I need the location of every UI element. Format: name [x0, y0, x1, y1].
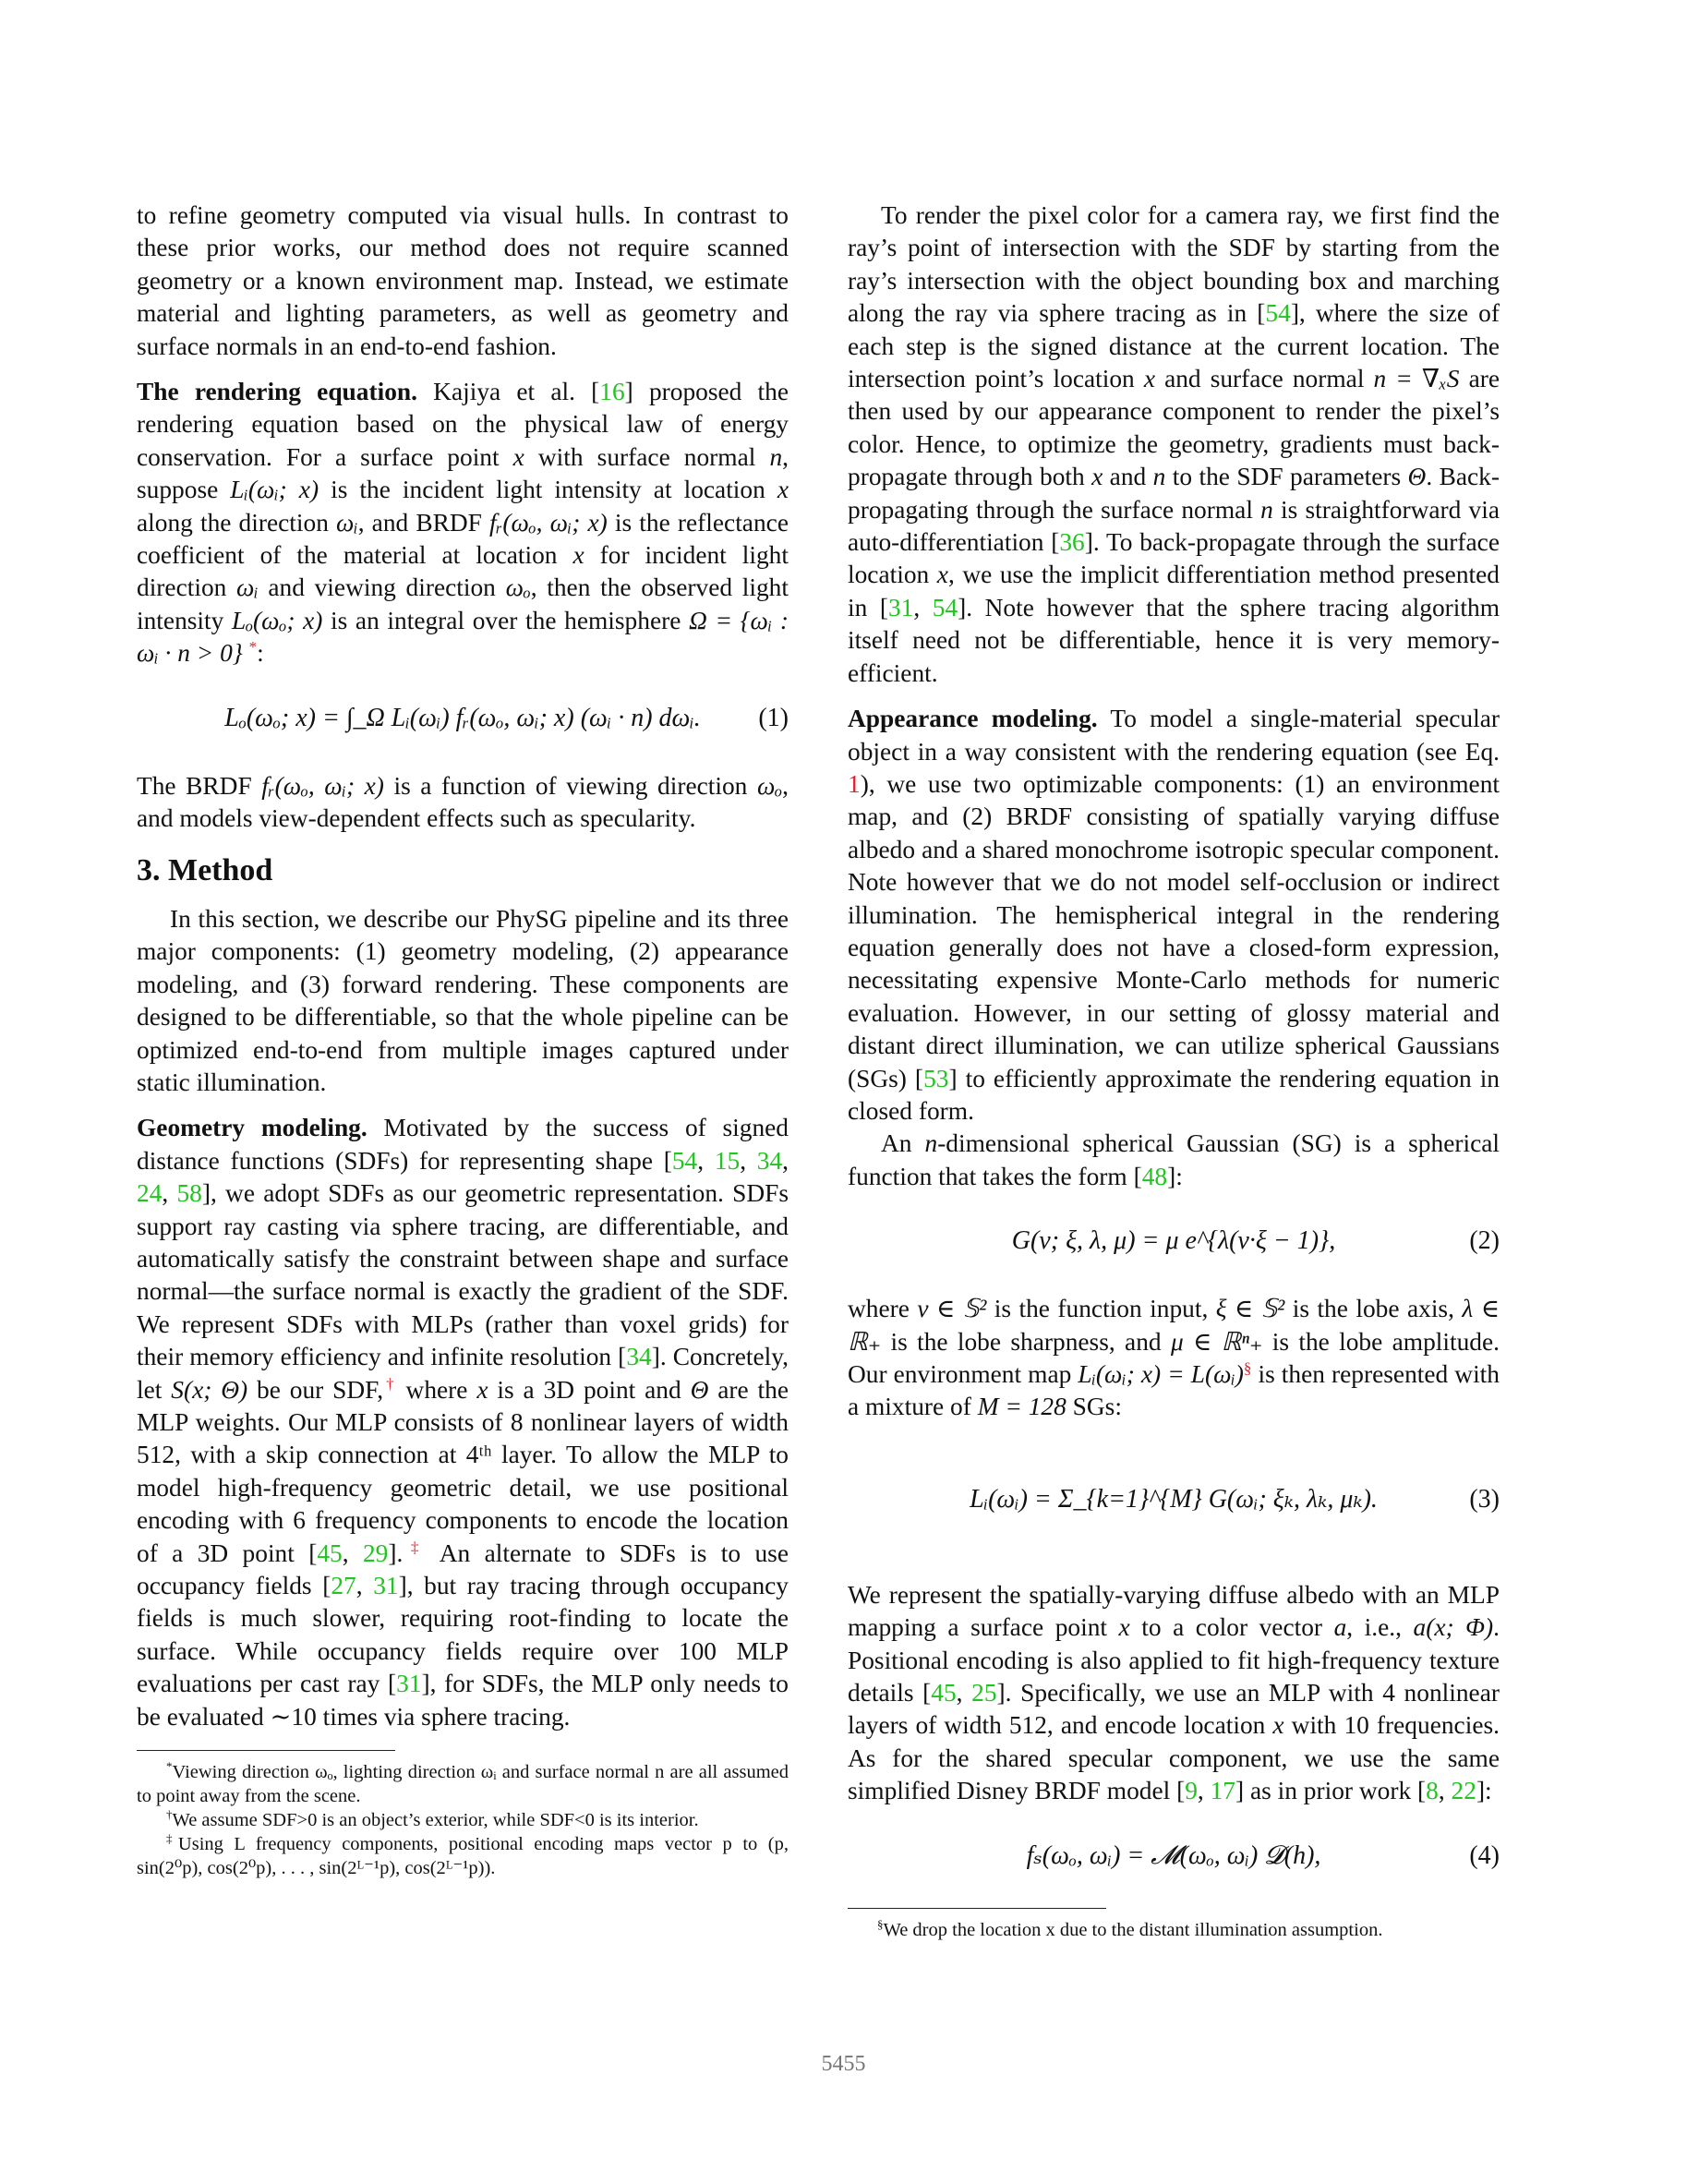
text-run: Kajiya et al. [ — [417, 378, 600, 406]
footnote-marker[interactable]: * — [248, 638, 258, 657]
text-run — [243, 639, 249, 667]
text-run: ], for SDFs, the MLP only needs to be evaluated ∼10 times via sphere tracing. — [137, 1670, 789, 1731]
text-run: , i.e., — [1346, 1613, 1414, 1642]
footnote-mark: ‡ — [166, 1831, 178, 1846]
inline-math: n — [769, 442, 783, 471]
inline-math: a — [1333, 1613, 1347, 1642]
text-run: ]. Concretely, let — [137, 1343, 789, 1404]
section-heading: 3. Method — [137, 852, 273, 887]
footnote-text: Viewing direction ωₒ, lighting direction ωᵢ and surface normal n are all assumed to point away from the scene. — [137, 1762, 789, 1807]
equation-body: fₛ(ωₒ, ωᵢ) = 𝓜(ωₒ, ωᵢ) 𝓓(h), — [1026, 1840, 1321, 1870]
inline-math: n — [1152, 463, 1166, 491]
paragraph-p-brdf — [137, 770, 789, 836]
paragraph-p-method-intro — [137, 903, 789, 1099]
inline-math: μ ∈ ℝⁿ₊ — [1170, 1327, 1263, 1356]
text-run: ] proposed the rendering equation based on the physical law of energy conservation. For a surface point — [137, 378, 789, 471]
text-run: is a function of viewing direction — [383, 771, 757, 800]
text-run: along the direction — [137, 508, 337, 537]
equation-body: Lₒ(ωₒ; x) = ∫_Ω Lᵢ(ωᵢ) fᵣ(ωₒ, ωᵢ; x) (ωᵢ · n) dωᵢ. — [224, 703, 701, 732]
citation-link[interactable]: 31 — [887, 593, 914, 621]
text-run: , suppose — [137, 442, 789, 504]
text-run: Motivated by the success of signed distance functions (SDFs) for representing shape [ — [137, 1114, 789, 1175]
text-run: : — [257, 639, 264, 668]
inline-math: Ω = {ωᵢ : ωᵢ · n > 0} — [137, 606, 789, 668]
inline-math: ωᵢ — [336, 508, 358, 537]
citation-link[interactable]: 34 — [626, 1343, 652, 1371]
text-run: to a color vector — [1129, 1613, 1334, 1642]
citation-link[interactable]: 48 — [1141, 1162, 1168, 1190]
paragraph-heading: Geometry modeling. — [137, 1114, 368, 1142]
citation-link[interactable]: 53 — [923, 1064, 949, 1092]
footnote-mark: † — [166, 1807, 173, 1822]
footnote-fn-star — [137, 1760, 789, 1808]
inline-math: ξ ∈ 𝕊² — [1215, 1295, 1285, 1323]
text-run: to the SDF parameters — [1165, 463, 1408, 491]
inline-math: n = ∇ₓS — [1373, 365, 1460, 393]
citation-link[interactable]: 31 — [373, 1572, 399, 1600]
text-run: is the lobe amplitude. Our environment map — [848, 1327, 1500, 1388]
equation-number: (4) — [1469, 1840, 1500, 1870]
text-run: and surface normal — [1155, 365, 1374, 393]
paragraph-heading: Appearance modeling. — [848, 705, 1098, 733]
inline-math: ν ∈ 𝕊² — [917, 1295, 987, 1323]
paragraph-p-sg-params — [848, 1293, 1500, 1424]
paragraph-p-render-pixel — [848, 199, 1500, 690]
citation-link[interactable]: 15 — [714, 1146, 741, 1175]
text-run: An alternate to SDFs is to use occupancy fields [ — [137, 1538, 789, 1600]
text-run: ]: — [1476, 1777, 1492, 1805]
inline-math: M = 128 — [977, 1393, 1066, 1421]
text-run: , — [355, 1572, 374, 1600]
text-run: is a 3D point and — [488, 1375, 691, 1404]
citation-link[interactable]: 8 — [1426, 1777, 1439, 1805]
footnote-divider — [137, 1750, 395, 1751]
inline-math: x — [572, 541, 584, 570]
equation-number: (3) — [1469, 1485, 1500, 1514]
inline-math: ωₒ — [505, 573, 531, 602]
inline-math: ωᵢ — [236, 573, 259, 602]
equation-body: Lᵢ(ωᵢ) = Σ_{k=1}^{M} G(ωᵢ; ξₖ, λₖ, μₖ). — [970, 1485, 1378, 1514]
text-run: -dimensional spherical Gaussian (SG) is a spherical function that takes the form [ — [848, 1129, 1500, 1190]
text-run: are the MLP weights. Our MLP consists of 8 nonlinear layers of width 512, with a skip connection at 4ᵗʰ layer. To allow the MLP to model high-frequency geometric detail, we use positional encoding with 6 frequency components to encode the location of a 3D point [ — [137, 1375, 789, 1567]
equation-number: (1) — [758, 703, 789, 732]
paragraph-p-sg-def — [848, 1128, 1500, 1193]
citation-link[interactable]: 27 — [331, 1572, 356, 1600]
footnote-text: We assume SDF>0 is an object’s exterior, while SDF<0 is its interior. — [172, 1810, 699, 1831]
inline-math: x — [1091, 463, 1103, 491]
equation-reference-link[interactable]: 1 — [848, 769, 861, 798]
footnote-fn-ddagger — [137, 1832, 789, 1880]
inline-math: Lᵢ(ωᵢ; x) = L(ωᵢ) — [1078, 1360, 1244, 1388]
citation-link[interactable]: 17 — [1210, 1777, 1235, 1805]
equation-eq-1 — [137, 691, 789, 746]
equation-body: G(ν; ξ, λ, μ) = μ e^{λ(ν·ξ − 1)}, — [1011, 1226, 1336, 1256]
inline-math: x — [1143, 365, 1155, 393]
text-run: , and models view-dependent effects such as specularity. — [137, 771, 789, 833]
citation-link[interactable]: 58 — [176, 1179, 202, 1208]
inline-math: λ ∈ ℝ₊ — [848, 1295, 1500, 1356]
text-run: is then represented with a mixture of — [848, 1360, 1500, 1421]
footnote-divider — [848, 1908, 1106, 1909]
text-run: , and BRDF — [357, 508, 489, 537]
footnote-marker[interactable]: ‡ — [403, 1538, 427, 1556]
paragraph-heading: The rendering equation. — [137, 378, 417, 406]
citation-link[interactable]: 29 — [362, 1538, 389, 1567]
inline-math: Lₒ(ωₒ; x) — [231, 606, 323, 634]
inline-math: n — [1260, 495, 1273, 524]
citation-link[interactable]: 25 — [971, 1679, 997, 1707]
text-run: , we use the implicit differentiation method presented in [ — [848, 561, 1500, 621]
text-run: , — [740, 1146, 757, 1175]
page-number: 5455 — [821, 2052, 866, 2076]
citation-link[interactable]: 45 — [317, 1538, 343, 1567]
text-run: , — [1438, 1777, 1452, 1805]
citation-link[interactable]: 31 — [396, 1670, 422, 1698]
text-run: , — [697, 1146, 715, 1175]
paragraph-p-geometry — [137, 1112, 789, 1733]
text-run: The BRDF — [137, 771, 262, 800]
text-run: is straightforward via auto-differentiation [ — [848, 495, 1500, 557]
text-run: where — [848, 1295, 918, 1323]
paragraph-p-albedo — [848, 1579, 1500, 1808]
text-run: , — [913, 593, 933, 621]
equation-number: (2) — [1469, 1226, 1500, 1256]
footnote-text: We drop the location x due to the distant illumination assumption. — [883, 1919, 1383, 1940]
text-run: ]. Specifically, we use an MLP with 4 nonlinear layers of width 512, and encode location — [848, 1679, 1500, 1740]
text-run: , — [956, 1679, 972, 1707]
text-run: ], we adopt SDFs as our geometric representation. SDFs support ray casting via sphere tracing, are differentiable, and automatically satisfy the constraint between shape and surface normal—the surface normal is exactly the gradient of the SDF. We represent SDFs with MLPs (rather than voxel grids) for their memory efficiency and infinite resolution [ — [137, 1179, 789, 1371]
inline-math: x — [1118, 1613, 1130, 1642]
footnote-fn-dagger — [137, 1808, 789, 1832]
citation-link[interactable]: 54 — [671, 1146, 698, 1175]
inline-math: x — [512, 442, 524, 471]
text-run: and viewing direction — [258, 573, 506, 602]
right-column — [848, 199, 1500, 1942]
text-run: with surface normal — [524, 442, 770, 471]
footnote-mark: § — [877, 1916, 884, 1931]
text-run: To model a single-material specular object in a way consistent with the rendering equation (see Eq. — [848, 705, 1500, 766]
inline-math: Θ — [690, 1375, 709, 1404]
citation-link[interactable]: 54 — [1265, 299, 1291, 328]
text-run: is the incident light intensity at location — [319, 476, 777, 504]
citation-link[interactable]: 36 — [1059, 528, 1085, 557]
text-run: are then used by our appearance component to render the pixel’s color. Hence, to optimize the geometry, gradients must back-propagate through both — [848, 365, 1500, 491]
text-run: To render the pixel color for a camera ray, we first find the ray’s point of intersection with the SDF by starting from the ray’s intersection with the object bounding box and marching along the ray via sphere tracing as in [ — [848, 201, 1500, 328]
inline-math: x — [476, 1375, 488, 1404]
citation-link[interactable]: 22 — [1451, 1777, 1476, 1805]
text-run: ] as in prior work [ — [1235, 1777, 1427, 1805]
paragraph-p-intro-cont — [137, 199, 789, 363]
inline-math: x — [936, 561, 948, 589]
text-run: is the lobe axis, — [1284, 1295, 1463, 1323]
text-run: , — [342, 1538, 363, 1567]
text-run: In this section, we describe our PhySG pipeline and its three major components: (1) geometry modeling, (2) appearance modeling, and (3) forward rendering. These components are designed to be differentiable, so that the whole pipeline can be optimized end-to-end from multiple images captured under static illumination. — [137, 904, 789, 1096]
text-run: ]. Note however that the sphere tracing algorithm itself need not be differentiable, hence it is very memory-efficient. — [848, 593, 1500, 687]
inline-math: x — [777, 476, 789, 504]
inline-math: fᵣ(ωₒ, ωᵢ; x) — [489, 508, 608, 537]
equation-eq-4 — [848, 1828, 1500, 1884]
text-run: where — [396, 1375, 477, 1404]
paragraph-p-rendering-eq — [137, 376, 789, 670]
footnote-fn-section — [848, 1918, 1500, 1942]
text-run: is the lobe sharpness, and — [881, 1327, 1171, 1356]
citation-link[interactable]: 24 — [137, 1179, 163, 1208]
text-run: . Positional encoding is also applied to fit high-frequency texture details [ — [848, 1613, 1500, 1707]
text-run: is an integral over the hemisphere — [322, 606, 690, 634]
inline-math: fᵣ(ωₒ, ωᵢ; x) — [261, 771, 384, 800]
text-run: for incident light direction — [137, 541, 789, 602]
text-run: ]. — [388, 1538, 404, 1567]
inline-math: x — [1272, 1711, 1284, 1740]
equation-eq-3 — [848, 1444, 1500, 1555]
text-run: , — [1197, 1777, 1211, 1805]
text-run: ], but ray tracing through occupancy fields is much slower, requiring root-finding to locate the surface. While occupancy fields require over 100 MLP evaluations per cast ray [ — [137, 1572, 789, 1698]
inline-math: n — [924, 1129, 938, 1158]
inline-math: Lᵢ(ωᵢ; x) — [230, 476, 319, 504]
citation-link[interactable]: 54 — [932, 593, 958, 621]
text-run: , then the observed light intensity — [137, 573, 789, 634]
text-run: . Back-propagating through the surface normal — [848, 463, 1500, 524]
inline-math: Θ — [1407, 463, 1427, 491]
text-run: SGs: — [1066, 1393, 1122, 1421]
citation-link[interactable]: 34 — [756, 1146, 783, 1175]
citation-link[interactable]: 45 — [931, 1679, 957, 1707]
text-run: be our SDF, — [247, 1375, 384, 1404]
paragraph-p-appearance — [848, 703, 1500, 1128]
text-run: , — [162, 1179, 177, 1208]
text-run: is the function input, — [986, 1295, 1216, 1323]
text-run: to refine geometry computed via visual hulls. In contrast to these prior works, our method does not require scanned geometry or a known environment map. Instead, we estimate material and lighting parameters, as well as geometry and surface normals in an end-to-end fashion. — [137, 201, 789, 360]
footnote-text: Using L frequency components, positional encoding maps vector p to (p, sin(2⁰p), cos(2⁰p), . . . , sin(2ᴸ⁻¹p), cos(2ᴸ⁻¹p)). — [137, 1834, 789, 1879]
text-run: ), we use two optimizable components: (1) an environment map, and (2) BRDF consisting of spatially varying diffuse albedo and a shared monochrome isotropic specular component. Note however that we do not model self-occlusion or indirect illumination. The hemispherical integral in the rendering equation generally does not have a closed-form expression, necessitating expensive Monte-Carlo methods for numeric evaluation. However, in our setting of glossy material and distant direct illumination, we can utilize spherical Gaussians (SGs) [ — [848, 769, 1500, 1092]
left-column — [137, 199, 789, 1880]
text-run: , — [782, 1146, 789, 1175]
footnote-marker[interactable]: † — [383, 1374, 397, 1393]
text-run: ] to efficiently approximate the rendering equation in closed form. — [848, 1064, 1500, 1125]
text-run: ], where the size of each step is the signed distance at the current location. The intersection point’s location — [848, 299, 1500, 393]
footnote-mark: * — [166, 1759, 173, 1774]
text-run: ]: — [1167, 1162, 1183, 1190]
inline-math: ωₒ — [756, 771, 783, 800]
text-run: An — [881, 1129, 925, 1158]
inline-math: a(x; Φ) — [1413, 1613, 1494, 1642]
text-run: ]. To back-propagate through the surface location — [848, 528, 1500, 589]
equation-eq-2 — [848, 1213, 1500, 1269]
text-run: We represent the spatially-varying diffuse albedo with an MLP mapping a surface point — [848, 1580, 1500, 1642]
citation-link[interactable]: 16 — [599, 378, 625, 406]
text-run: and — [1103, 463, 1153, 491]
text-run: is the reflectance coefficient of the material at location — [137, 508, 789, 570]
inline-math: S(x; Θ) — [171, 1375, 248, 1404]
citation-link[interactable]: 9 — [1185, 1777, 1198, 1805]
footnote-marker[interactable]: § — [1243, 1358, 1252, 1377]
text-run: with 10 frequencies. As for the shared specular component, we use the same simplified Disney BRDF model [ — [848, 1711, 1500, 1805]
